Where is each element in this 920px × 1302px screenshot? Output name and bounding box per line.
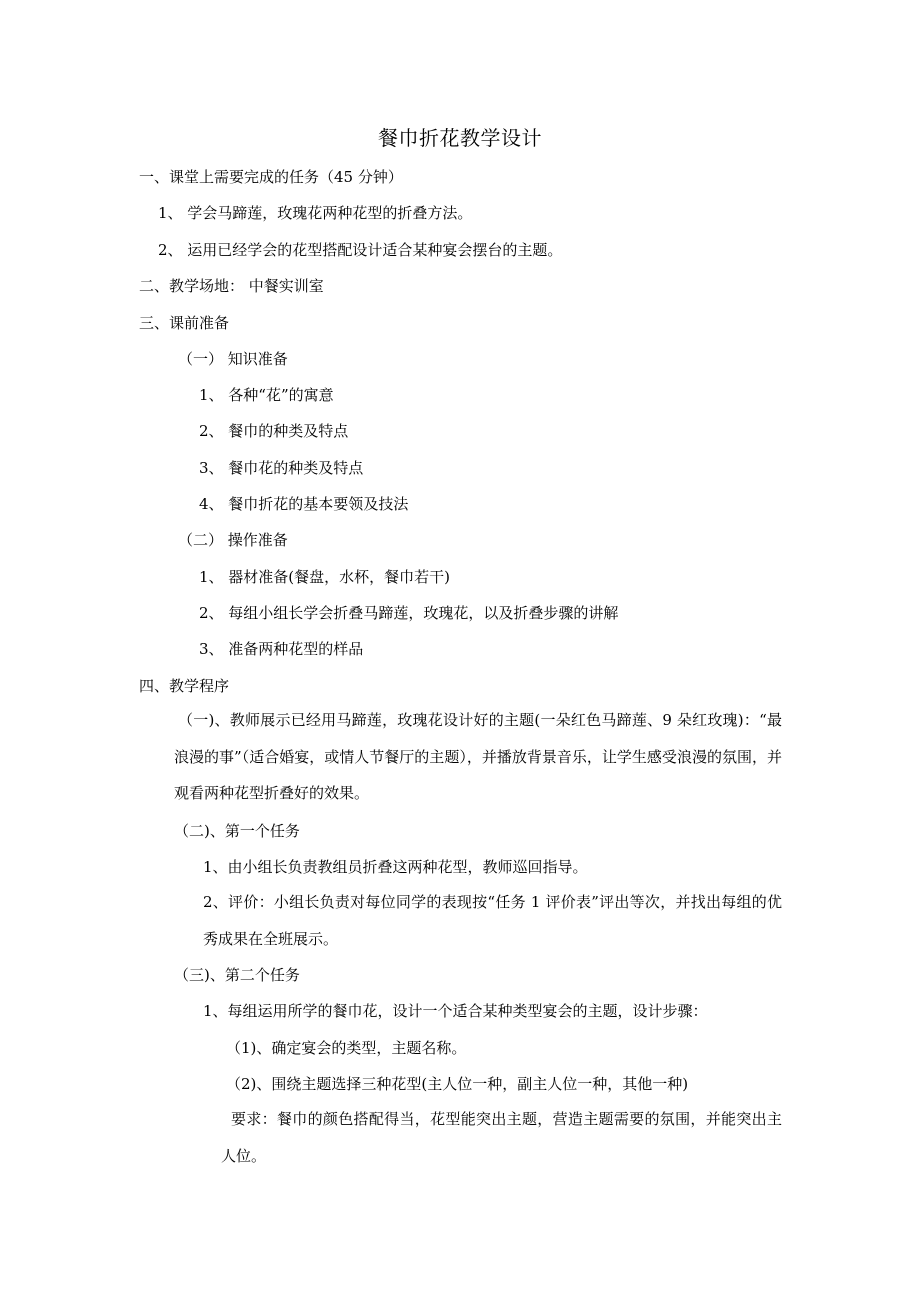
section-4-requirement: 要求：餐巾的颜色搭配得当，花型能突出主题，营造主题需要的氛围，并能突出主人位。 [221, 1110, 782, 1165]
section-3-sub-1-item-3: 3、 餐巾花的种类及特点 [199, 459, 364, 477]
section-3-heading: 三、课前准备 [139, 314, 230, 332]
section-4-sub-3-item-1: 1、每组运用所学的餐巾花，设计一个适合某种类型宴会的主题，设计步骤： [203, 1002, 708, 1020]
section-3-sub-1-item-1: 1、 各种“花”的寓意 [199, 386, 334, 404]
section-3-sub-1-item-2: 2、 餐巾的种类及特点 [199, 422, 349, 440]
section-4-subheading-2: （二)、第一个任务 [174, 822, 300, 840]
section-4-subheading-3: （三)、第二个任务 [174, 966, 300, 984]
section-3-sub-2-item-3: 3、 准备两种花型的样品 [199, 640, 364, 658]
section-4-sub-2-item-2: 2、评价：小组长负责对每位同学的表现按“任务 1 评价表”评出等次，并找出每组的优秀成果在全班展示。 [203, 893, 782, 948]
section-4-paragraph-1: （一)、教师展示已经用马蹄莲，玫瑰花设计好的主题(一朵红色马蹄莲、9 朵红玫瑰)：“最浪漫的事”（适合婚宴，或情人节餐厅的主题），并播放背景音乐，让学生感受浪漫的氛围，并观看两种花型折叠好的效果。 [174, 711, 782, 802]
section-4-heading: 四、教学程序 [139, 677, 230, 695]
section-4-sub-3-step-1: （1)、确定宴会的类型，主题名称。 [226, 1039, 467, 1057]
section-1-item-2: 2、 运用已经学会的花型搭配设计适合某种宴会摆台的主题。 [158, 241, 563, 259]
section-3-sub-2-item-1: 1、 器材准备(餐盘，水杯，餐巾若干) [199, 568, 451, 586]
section-1-item-1: 1、 学会马蹄莲，玫瑰花两种花型的折叠方法。 [158, 204, 473, 222]
section-2-heading: 二、教学场地： 中餐实训室 [139, 277, 324, 295]
section-3-sub-2-item-2: 2、 每组小组长学会折叠马蹄莲，玫瑰花，以及折叠步骤的讲解 [199, 604, 619, 622]
section-4-sub-2-item-1: 1、由小组长负责教组员折叠这两种花型，教师巡回指导。 [203, 858, 588, 876]
document-title: 餐巾折花教学设计 [378, 126, 542, 150]
section-3-subheading-2: （二） 操作准备 [178, 531, 288, 549]
section-3-sub-1-item-4: 4、 餐巾折花的基本要领及技法 [199, 495, 409, 513]
section-4-sub-3-step-2: （2)、围绕主题选择三种花型(主人位一种，副主人位一种，其他一种) [226, 1075, 689, 1093]
section-3-subheading-1: （一） 知识准备 [178, 350, 288, 368]
section-1-heading: 一、课堂上需要完成的任务（45 分钟） [139, 168, 403, 186]
